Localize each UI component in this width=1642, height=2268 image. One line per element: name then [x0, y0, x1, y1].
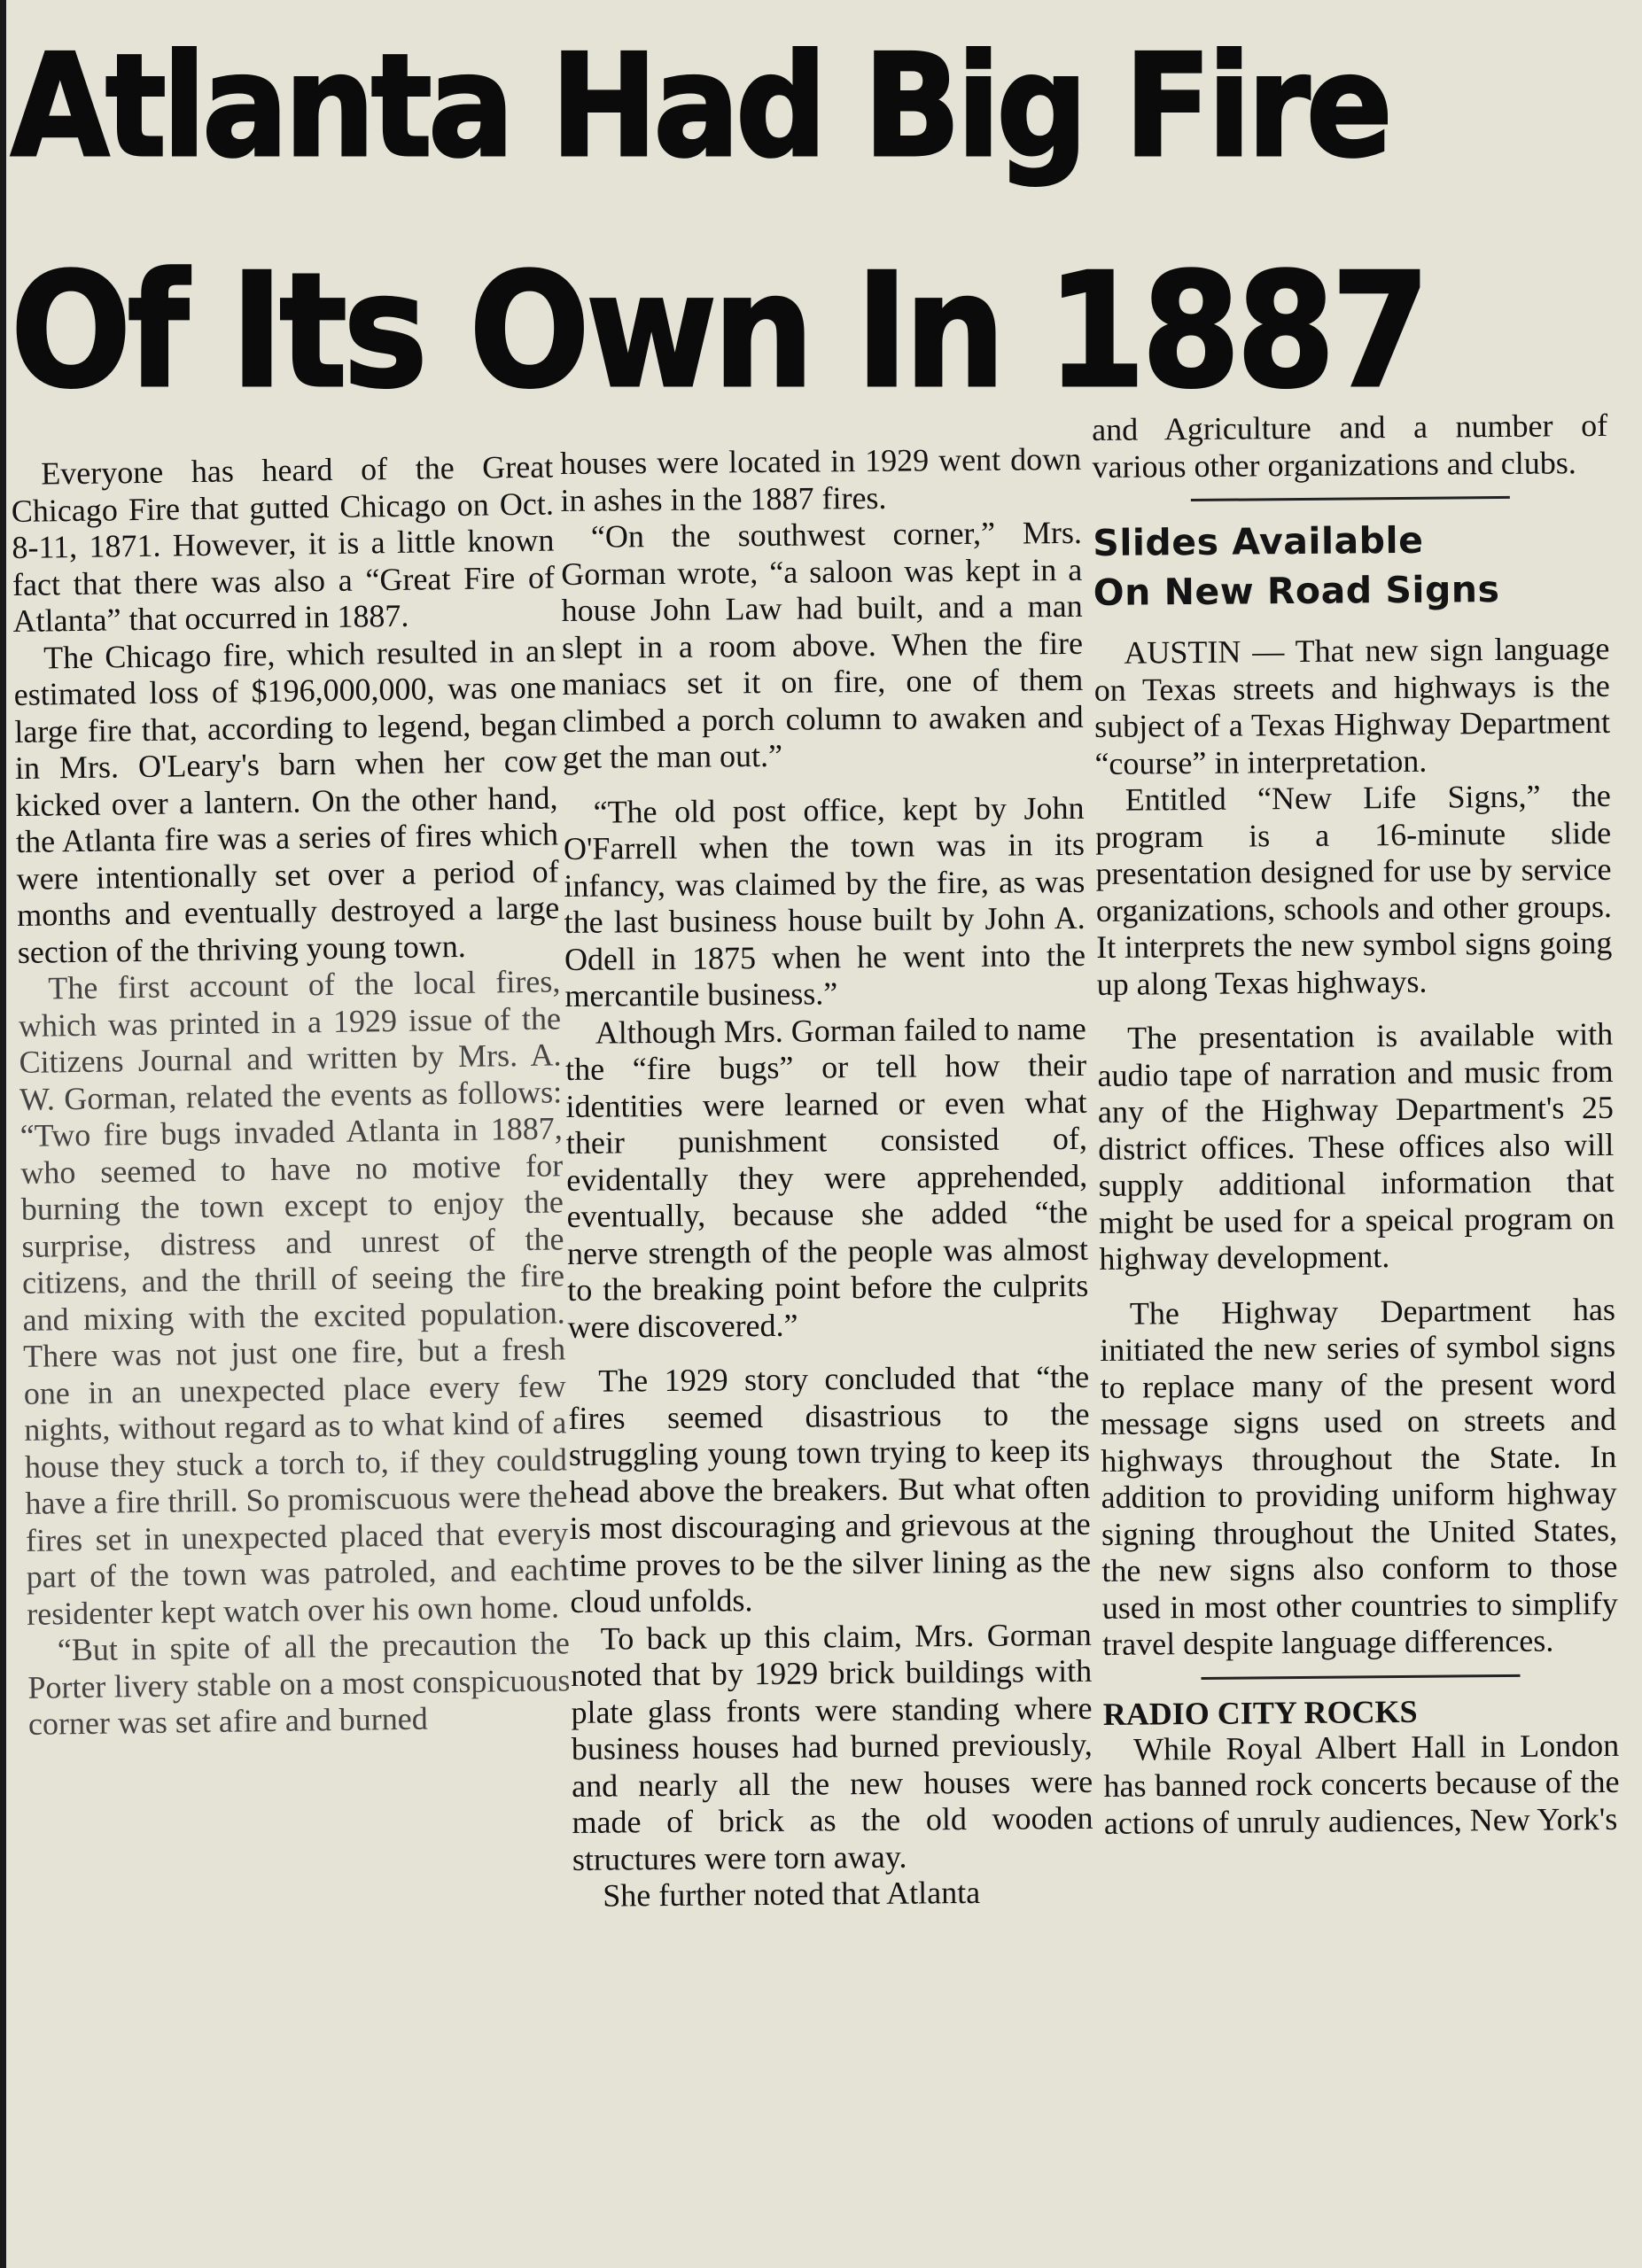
- slides-headline: [1093, 514, 1609, 617]
- paragraph: The Chicago fire, which resulted in an estimated loss of $196,000,000, was one large fire that, according to legend, began in Mrs. O'Leary's barn when her cow kicked over a lantern. On the other hand, the Atlanta fire was a series of fires which were intentionally set over a period of months and eventually destroyed a large section of the thriving young town.: [13, 632, 560, 970]
- divider: [1191, 496, 1510, 501]
- paragraph: The presentation is available with audio tape of narration and music from any of the Highway Department's 25 district offices. These offices also will supply additional information that might be used for a speical program on highway development.: [1097, 1015, 1615, 1277]
- paragraph: The Highway Department has initiated the new series of symbol signs to replace many of the present word message signs used on streets and highways throughout the State. In addition to providing uniform highway signing throughout the United States, the new signs also conform to those used in most other countries to simplify travel despite language differences.: [1100, 1291, 1618, 1662]
- paragraph: “The old post office, kept by John O'Farrell when the town was in its infancy, was claimed by the fire, as was the last business house built by John A. Odell in 1875 when he went into the mercantile business.”: [563, 789, 1086, 1014]
- radio-city-headline: RADIO CITY ROCKS: [1102, 1693, 1418, 1732]
- paragraph: While Royal Albert Hall in London has banned rock concerts because of the actions of unruly audiences, New York's: [1103, 1727, 1620, 1841]
- article-column-3: [1092, 408, 1620, 1842]
- page-edge: [0, 0, 6, 2268]
- slides-headline-line-1: Slides Available: [1093, 518, 1424, 564]
- paragraph: AUSTIN — That new sign language on Texas streets and highways is the subject of a Texas Highway Department “course” in interpretation.: [1093, 630, 1611, 781]
- paragraph: Everyone has heard of the Great Chicago Fire that gutted Chicago on Oct. 8-11, 1871. However, it is a little known fact that there was also a “Great Fire of Atlanta” that occurred in 1887.: [11, 448, 556, 639]
- article-column-1: [11, 448, 571, 1743]
- paragraph: The 1929 story concluded that “the fires seemed disastrious to the struggling young town trying to keep its head above the breakers. But what often is most discouraging and grievous at the time proves to be the silver lining as the cloud unfolds.: [568, 1358, 1092, 1619]
- headline-line-2: Of Its Own In 1887: [11, 239, 1427, 423]
- article-column-2: [560, 441, 1093, 1915]
- paragraph: To back up this claim, Mrs. Gorman noted that by 1929 brick buildings with plate glass fronts were standing where business houses had burned previously, and nearly all the new houses were made of brick as the old wooden structures were torn away.: [570, 1616, 1093, 1877]
- paragraph: and Agriculture and a number of various other organizations and clubs.: [1092, 407, 1608, 485]
- divider: [1201, 1674, 1520, 1679]
- headline-line-1: Atlanta Had Big Fire: [11, 23, 1389, 189]
- paragraph: “On the southwest corner,” Mrs. Gorman wrote, “a saloon was kept in a house John Law had built, and a man slept in a room above. When the fire maniacs set it on fire, one of them climbed a porch column to awaken and get the man out.”: [561, 514, 1084, 775]
- paragraph: houses were located in 1929 went down in ashes in the 1887 fires.: [560, 440, 1082, 518]
- paragraph: She further noted that Atlanta: [603, 1874, 981, 1914]
- paragraph: Although Mrs. Gorman failed to name the “fire bugs” or tell how their identities were learned or even what their punishment consisted of, evidentally they were apprehended, eventually, because she added “the nerve strength of the people was almost to the breaking point before the culprits were discovered.”: [564, 1010, 1089, 1345]
- paragraph: “But in spite of all the precaution the Porter livery stable on a most conspicuous corner was set afire and burned: [27, 1625, 571, 1742]
- paragraph: Entitled “New Life Signs,” the program is a 16-minute slide presentation designed for use by service organizations, schools and other groups. It interprets the new symbol signs going up along Texas highways.: [1095, 777, 1613, 1002]
- slides-headline-line-2: On New Road Signs: [1093, 567, 1500, 614]
- paragraph: The first account of the local fires, which was printed in a 1929 issue of the Citizens Journal and written by Mrs. A. W. Gorman, related the events as follows: “Two fire bugs invaded Atlanta in 1887, who seemed to have no motive for burning the town except to enjoy the surprise, distress and unrest of the citizens, and the thrill of seeing the fire and mixing with the excited population. There was not just one fire, but a fresh one in an unexpected place every few nights, without regard as to what kind of a house they stuck a torch to, if they could have a fire thrill. So promiscuous were the fires set in unexpected placed that every part of the town was patroled, and each residenter kept watch over his own home.: [18, 963, 569, 1632]
